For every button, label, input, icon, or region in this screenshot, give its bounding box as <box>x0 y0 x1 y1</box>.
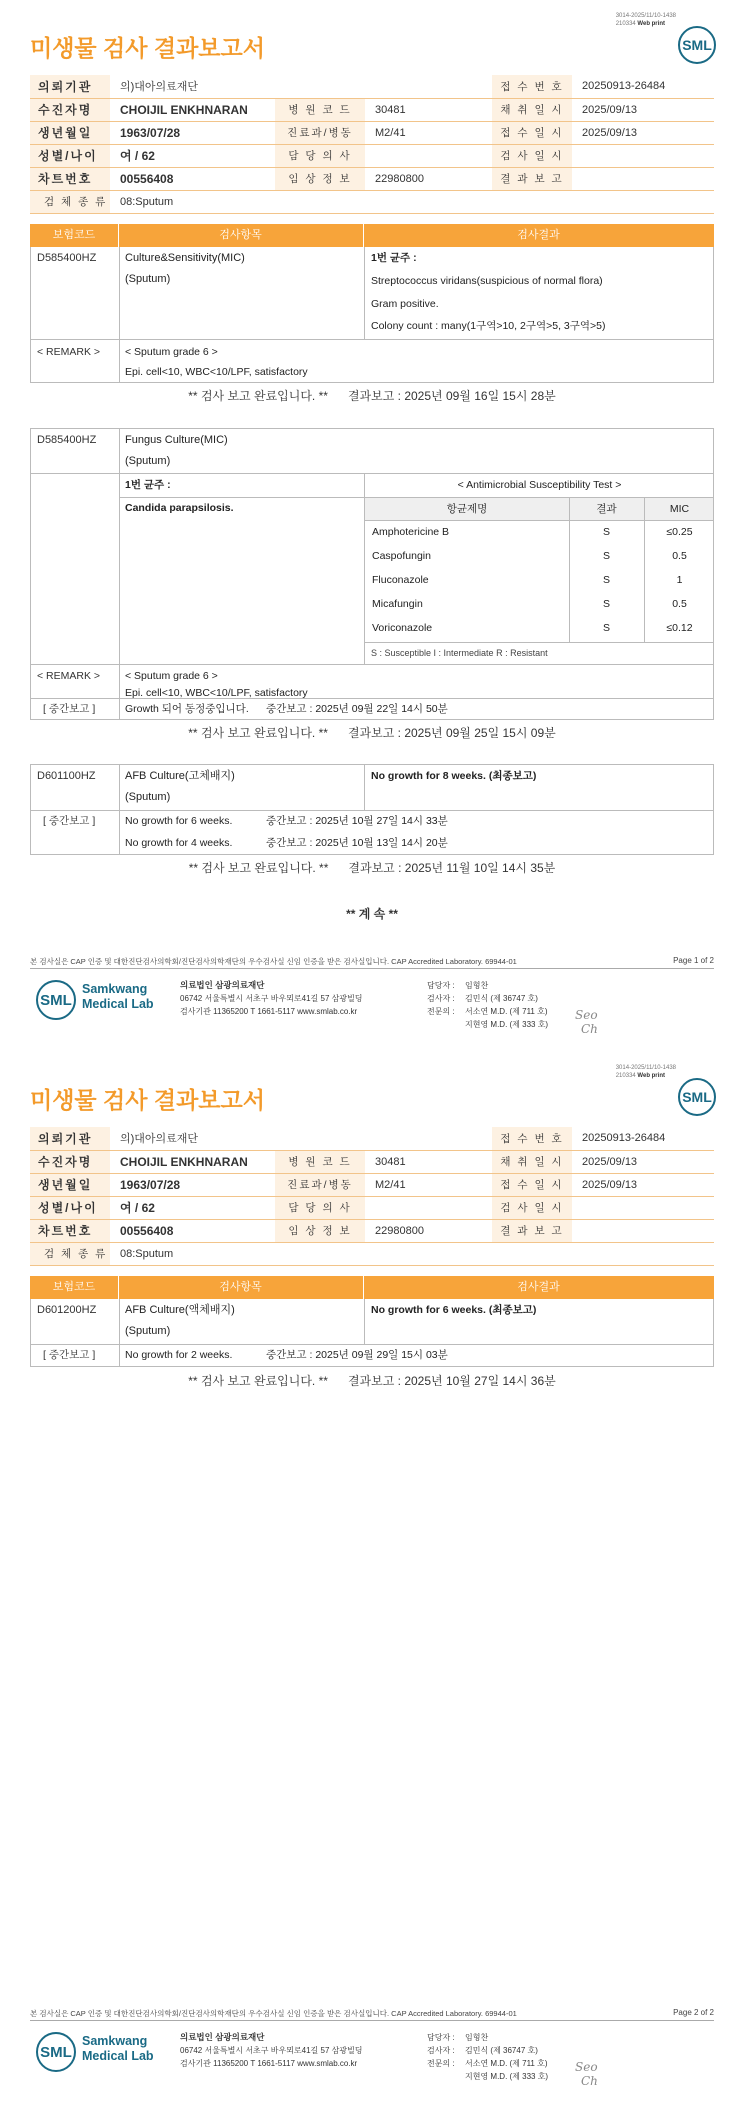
specialist-label: 전문의 : <box>427 1007 455 1016</box>
ast-row <box>365 617 713 641</box>
report-page-2 <box>0 1052 744 2104</box>
ast-header-row <box>365 498 713 520</box>
col-code-header: 보험코드 <box>52 229 96 241</box>
block3-interim-1-time: 중간보고 : 2025년 10월 27일 14시 33분 <box>266 815 448 827</box>
chart-value: 00556408 <box>110 1219 275 1242</box>
lab-name <box>82 982 154 1012</box>
ast-mic: 0.5 <box>672 550 687 562</box>
block2-interim: Growth 되어 동정중입니다. <box>125 703 249 715</box>
signature-2: Ch <box>581 2074 598 2088</box>
print-meta-code: 210334 <box>615 21 636 27</box>
lab-logo-text: SML <box>40 991 72 1009</box>
page-number: Page 1 of 2 <box>673 956 714 965</box>
block3-done-text: ** 검사 보고 완료입니다. ** <box>188 861 329 875</box>
sex-age-value: 여 / 62 <box>110 144 275 167</box>
dept-value: M2/41 <box>365 1173 492 1196</box>
ast-table-body <box>365 521 713 642</box>
clinical-value: 22980800 <box>365 1219 492 1242</box>
report-value <box>572 1219 714 1242</box>
collect-date-label: 채 취 일 시 <box>492 98 572 121</box>
ast-col-mic: MIC <box>669 503 690 515</box>
block4-code: D601200HZ <box>37 1304 97 1316</box>
block1-remark-grade: < Sputum grade 6 > <box>125 346 218 358</box>
hospital-code-label: 병 원 코 드 <box>275 98 365 121</box>
requester-label: 의뢰기관 <box>30 75 110 98</box>
block4-item: AFB Culture(액체배지) <box>125 1304 235 1316</box>
block1-remark-detail: Epi. cell<10, WBC<10/LPF, satisfactory <box>125 366 308 378</box>
lab-address <box>180 2031 363 2070</box>
requester-value: 의)대아의료재단 <box>110 75 492 98</box>
results-header <box>30 1276 714 1299</box>
lab-logo <box>36 978 156 1020</box>
footer-divider <box>30 968 714 969</box>
lab-name-line1: Samkwang <box>82 2034 148 2048</box>
birth-value: 1963/07/28 <box>110 121 275 144</box>
test-date-label: 검 사 일 시 <box>492 144 572 167</box>
accreditation-text: 본 검사실은 CAP 인증 및 대한진단검사의학회/진단검사의학재단의 우수검사실 신임 인증을 받은 검사실입니다. CAP Accredited Laboratory. 69944-01 <box>30 2009 517 2018</box>
signature <box>575 2060 598 2088</box>
footer-accreditation <box>30 956 714 967</box>
result-block-4 <box>30 1299 714 1367</box>
sex-age-label: 성별/나이 <box>30 1196 110 1219</box>
block3-code: D601100HZ <box>37 770 96 782</box>
block2-interim-label: [ 중간보고 ] <box>43 703 96 715</box>
print-meta <box>616 12 676 28</box>
report-title: 미생물 검사 결과보고서 <box>30 1087 265 1113</box>
clinical-label: 임 상 정 보 <box>275 167 365 190</box>
result-block-3 <box>30 764 714 855</box>
block4-item-specimen: (Sputum) <box>125 1325 171 1337</box>
sml-logo-text: SML <box>682 37 712 53</box>
patient-info-table <box>30 75 714 214</box>
print-meta-id: 3014-2025/11/10-1438 <box>615 13 676 19</box>
signature-2: Ch <box>581 1022 598 1036</box>
block3-interim-2: No growth for 4 weeks. <box>125 837 233 849</box>
block1-gram: Gram positive. <box>371 298 439 310</box>
block2-remark-grade: < Sputum grade 6 > <box>125 670 218 682</box>
block4-interim-label: [ 중간보고 ] <box>43 1349 96 1361</box>
accreditation-text: 본 검사실은 CAP 인증 및 대한진단검사의학회/진단검사의학재단의 우수검사실 신임 인증을 받은 검사실입니다. CAP Accredited Laboratory. 69944-01 <box>30 957 517 966</box>
block2-organism: Candida parapsilosis. <box>125 502 234 514</box>
test-date-value <box>572 144 714 167</box>
doctor-value <box>365 1196 492 1219</box>
specimen-value: 08:Sputum <box>110 190 714 213</box>
ast-row <box>365 569 713 593</box>
ast-row <box>365 593 713 617</box>
specimen-value: 08:Sputum <box>110 1242 714 1265</box>
manager-name: 임형찬 <box>465 2033 489 2042</box>
manager-label: 담당자 : <box>427 981 455 990</box>
block1-item: Culture&Sensitivity(MIC) <box>125 252 245 264</box>
lab-contact: 검사기관 11365200 T 1661-5117 www.smlab.co.kr <box>180 1007 358 1016</box>
ast-drug: Voriconazole <box>372 622 433 634</box>
block1-remark-label: < REMARK > <box>37 346 101 358</box>
sex-age-value: 여 / 62 <box>110 1196 275 1219</box>
doctor-label: 담 당 의 사 <box>275 144 365 167</box>
test-date-label: 검 사 일 시 <box>492 1196 572 1219</box>
lab-name <box>82 2034 154 2064</box>
block1-colony: Colony count : many(1구역>10, 2구역>5, 3구역>5) <box>371 320 606 332</box>
col-code-header: 보험코드 <box>52 1281 96 1293</box>
block3-interim-label: [ 중간보고 ] <box>43 815 96 827</box>
birth-label: 생년월일 <box>30 121 110 144</box>
signature-1: Seo <box>575 2060 598 2074</box>
receipt-date-value: 2025/09/13 <box>572 121 714 144</box>
tester-label: 검사자 : <box>427 2046 455 2055</box>
lab-name-line1: Samkwang <box>82 982 148 996</box>
specialist-1: 서소연 M.D. (제 711 호) <box>465 2059 548 2068</box>
lab-address <box>180 979 363 1018</box>
doctor-label: 담 당 의 사 <box>275 1196 365 1219</box>
block3-report-time: 결과보고 : 2025년 11월 10일 14시 35분 <box>348 861 556 875</box>
hospital-code-label: 병 원 코 드 <box>275 1150 365 1173</box>
print-meta-id: 3014-2025/11/10-1438 <box>615 1065 676 1071</box>
block1-organism: Streptococcus viridans(suspicious of normal flora) <box>371 275 603 287</box>
tester-name: 김민식 (제 36747 호) <box>465 2046 538 2055</box>
block2-completion <box>0 724 744 741</box>
specimen-label: 검 체 종 류 <box>30 1242 110 1265</box>
ast-drug: Fluconazole <box>372 574 429 586</box>
print-meta-code: 210334 <box>615 1073 636 1079</box>
manager-label: 담당자 : <box>427 2033 455 2042</box>
patient-value: CHOIJIL ENKHNARAN <box>110 98 275 121</box>
requester-value: 의)대아의료재단 <box>110 1127 492 1150</box>
report-label: 결 과 보 고 <box>492 1219 572 1242</box>
lab-logo <box>36 2030 156 2072</box>
block3-interim-2-time: 중간보고 : 2025년 10월 13일 14시 20분 <box>266 837 448 849</box>
web-print-label: Web print <box>637 1073 665 1079</box>
ast-result: S <box>602 622 610 634</box>
lab-org: 의료법인 삼광의료재단 <box>180 980 265 990</box>
block2-report-time: 결과보고 : 2025년 09월 25일 15시 09분 <box>347 726 556 740</box>
page-number: Page 2 of 2 <box>673 2008 714 2017</box>
block3-interim-1: No growth for 6 weeks. <box>125 815 233 827</box>
specialist-label: 전문의 : <box>427 2059 455 2068</box>
birth-label: 생년월일 <box>30 1173 110 1196</box>
requester-label: 의뢰기관 <box>30 1127 110 1150</box>
web-print-label: Web print <box>637 21 665 27</box>
signature <box>575 1008 598 1036</box>
lab-name-line2: Medical Lab <box>82 997 154 1011</box>
block4-done-text: ** 검사 보고 완료입니다. ** <box>188 1374 328 1388</box>
receipt-date-value: 2025/09/13 <box>572 1173 714 1196</box>
lab-org: 의료법인 삼광의료재단 <box>180 2032 265 2042</box>
receipt-date-label: 접 수 일 시 <box>492 121 572 144</box>
tester-name: 김민식 (제 36747 호) <box>465 994 538 1003</box>
ast-row <box>365 545 713 569</box>
collect-date-label: 채 취 일 시 <box>492 1150 572 1173</box>
collect-date-value: 2025/09/13 <box>572 98 714 121</box>
sml-logo-icon <box>678 26 716 64</box>
lab-name-line2: Medical Lab <box>82 2049 154 2063</box>
collect-date-value: 2025/09/13 <box>572 1150 714 1173</box>
block1-done-text: ** 검사 보고 완료입니다. ** <box>188 389 328 403</box>
ast-drug: Micafungin <box>372 598 423 610</box>
block3-result: No growth for 8 weeks. (최종보고) <box>371 770 537 782</box>
block2-remark-label: < REMARK > <box>37 670 101 682</box>
lab-street: 06742 서울특별시 서초구 바우뫼로41길 57 삼광빌딩 <box>180 994 363 1003</box>
chart-label: 차트번호 <box>30 1219 110 1242</box>
patient-label: 수진자명 <box>30 98 110 121</box>
report-value <box>572 167 714 190</box>
patient-label: 수진자명 <box>30 1150 110 1173</box>
manager-name: 임형찬 <box>465 981 489 990</box>
footer-divider <box>30 2020 714 2021</box>
report-label: 결 과 보 고 <box>492 167 572 190</box>
block2-interim-time: 중간보고 : 2025년 09월 22일 14시 50분 <box>266 703 448 715</box>
sml-logo-text: SML <box>682 1089 712 1105</box>
doctor-value <box>365 144 492 167</box>
tester-label: 검사자 : <box>427 994 455 1003</box>
specialist-2: 지현영 M.D. (제 333 호) <box>465 1020 549 1029</box>
report-title: 미생물 검사 결과보고서 <box>30 35 265 61</box>
patient-value: CHOIJIL ENKHNARAN <box>110 1150 275 1173</box>
result-block-1 <box>30 247 714 383</box>
ast-result: S <box>602 574 610 586</box>
block1-code: D585400HZ <box>37 252 97 264</box>
block3-completion <box>0 859 744 876</box>
footer-accreditation <box>30 2008 714 2019</box>
block1-item-specimen: (Sputum) <box>125 273 171 285</box>
sml-logo-icon <box>678 1078 716 1116</box>
block4-completion <box>0 1372 744 1389</box>
dept-label: 진료과/병동 <box>275 121 365 144</box>
block2-item: Fungus Culture(MIC) <box>125 434 228 446</box>
lab-logo-icon <box>36 2032 76 2072</box>
block4-report-time: 결과보고 : 2025년 10월 27일 14시 36분 <box>347 1374 556 1388</box>
test-date-value <box>572 1196 714 1219</box>
results-header <box>30 224 714 247</box>
specialist-2: 지현영 M.D. (제 333 호) <box>465 2072 549 2081</box>
block2-done-text: ** 검사 보고 완료입니다. ** <box>188 726 328 740</box>
chart-value: 00556408 <box>110 167 275 190</box>
ast-result: S <box>602 598 610 610</box>
col-item-header: 검사항목 <box>219 229 262 241</box>
ast-col-result: 결과 <box>596 503 617 515</box>
lab-logo-icon <box>36 980 76 1020</box>
receipt-no-value: 20250913-26484 <box>572 75 714 98</box>
block2-code: D585400HZ <box>37 434 97 446</box>
block4-result: No growth for 6 weeks. (최종보고) <box>371 1304 537 1316</box>
receipt-no-value: 20250913-26484 <box>572 1127 714 1150</box>
block1-report-time: 결과보고 : 2025년 09월 16일 15시 28분 <box>347 389 556 403</box>
col-result-header: 검사결과 <box>517 1281 560 1293</box>
chart-label: 차트번호 <box>30 167 110 190</box>
block1-strain-label: 1번 균주 : <box>371 252 417 264</box>
block4-interim-1-time: 중간보고 : 2025년 09월 29일 15시 03분 <box>266 1349 448 1361</box>
ast-title: < Antimicrobial Susceptibility Test > <box>457 479 622 491</box>
lab-street: 06742 서울특별시 서초구 바우뫼로41길 57 삼광빌딩 <box>180 2046 363 2055</box>
hospital-code-value: 30481 <box>365 98 492 121</box>
ast-legend: S : Susceptible I : Intermediate R : Resistant <box>371 648 548 658</box>
birth-value: 1963/07/28 <box>110 1173 275 1196</box>
ast-mic: 0.5 <box>672 598 687 610</box>
result-block-2 <box>30 428 714 720</box>
ast-mic: ≤0.25 <box>666 526 693 538</box>
lab-logo-text: SML <box>40 2043 72 2061</box>
ast-mic: ≤0.12 <box>666 622 693 634</box>
patient-info-table <box>30 1127 714 1266</box>
clinical-label: 임 상 정 보 <box>275 1219 365 1242</box>
hospital-code-value: 30481 <box>365 1150 492 1173</box>
ast-drug: Amphotericine B <box>372 526 450 538</box>
receipt-date-label: 접 수 일 시 <box>492 1173 572 1196</box>
clinical-value: 22980800 <box>365 167 492 190</box>
ast-result: S <box>602 550 610 562</box>
lab-contact: 검사기관 11365200 T 1661-5117 www.smlab.co.kr <box>180 2059 358 2068</box>
receipt-no-label: 접 수 번 호 <box>492 1127 572 1150</box>
staff-list <box>427 979 548 1031</box>
block3-item-specimen: (Sputum) <box>125 791 171 803</box>
ast-col-drug: 항균제명 <box>446 503 488 515</box>
ast-mic: 1 <box>676 574 683 586</box>
continued-note: ** 계 속 ** <box>346 907 398 921</box>
col-result-header: 검사결과 <box>517 229 560 241</box>
specialist-1: 서소연 M.D. (제 711 호) <box>465 1007 548 1016</box>
receipt-no-label: 접 수 번 호 <box>492 75 572 98</box>
block2-item-specimen: (Sputum) <box>125 455 171 467</box>
ast-row <box>365 521 713 545</box>
specimen-label: 검 체 종 류 <box>30 190 110 213</box>
col-item-header: 검사항목 <box>219 1281 262 1293</box>
staff-list <box>427 2031 548 2083</box>
print-meta <box>616 1064 676 1080</box>
block3-item: AFB Culture(고체배지) <box>125 770 235 782</box>
dept-label: 진료과/병동 <box>275 1173 365 1196</box>
ast-drug: Caspofungin <box>372 550 431 562</box>
block2-strain-label: 1번 균주 : <box>125 479 171 491</box>
dept-value: M2/41 <box>365 121 492 144</box>
signature-1: Seo <box>575 1008 598 1022</box>
ast-result: S <box>602 526 610 538</box>
block2-remark-detail: Epi. cell<10, WBC<10/LPF, satisfactory <box>125 687 308 699</box>
block4-interim-1: No growth for 2 weeks. <box>125 1349 233 1361</box>
block1-completion <box>0 387 744 404</box>
sex-age-label: 성별/나이 <box>30 144 110 167</box>
